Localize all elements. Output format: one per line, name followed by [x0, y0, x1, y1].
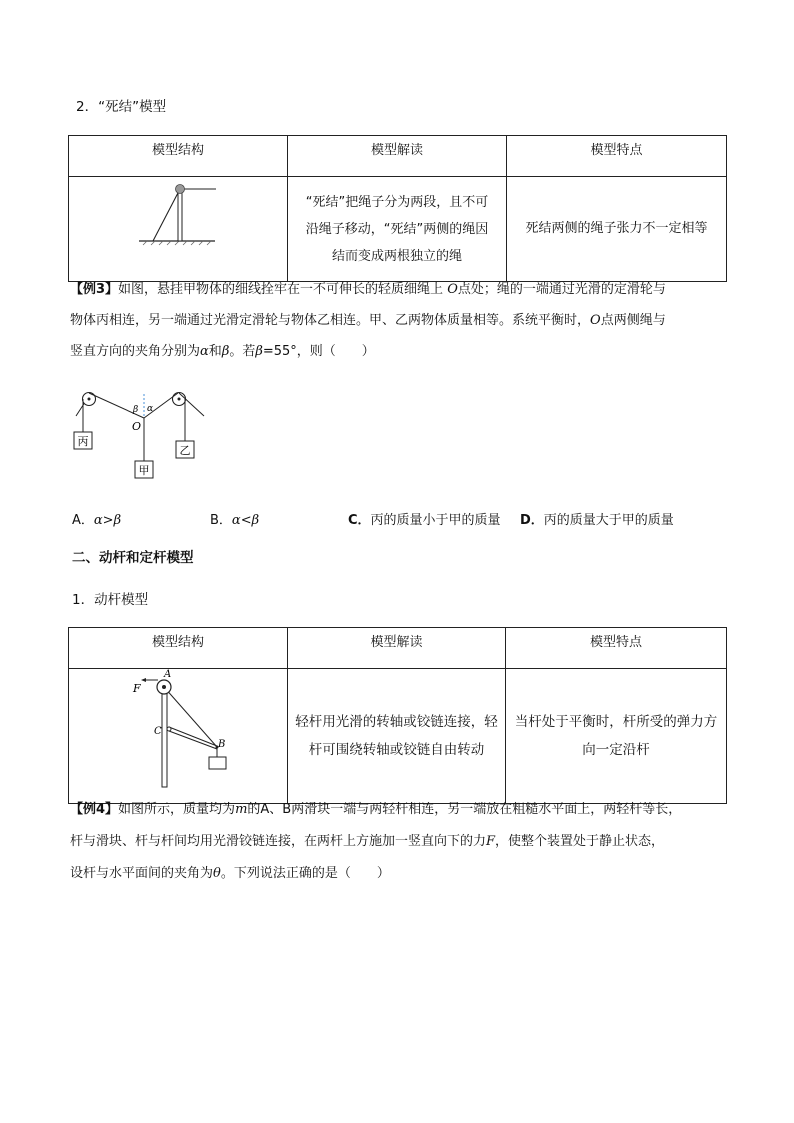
dead-knot-interpretation: “死结”把绳子分为两段，且不可 沿绳子移动，“死结”两侧的绳因 结而变成两根独立的绳: [288, 177, 507, 282]
moving-rod-figure-cell: [69, 669, 288, 804]
option-c[interactable]: C．丙的质量小于甲的质量: [348, 513, 501, 528]
dead-knot-figure-cell: [69, 177, 288, 282]
option-a[interactable]: A．α>β: [72, 513, 122, 528]
moving-rod-feature: 当杆处于平衡时，杆所受的弹力方 向一定沿杆: [506, 669, 727, 804]
table-header: 模型结构: [69, 628, 288, 669]
label-alpha: α: [147, 404, 154, 414]
label-beta: β: [133, 405, 139, 415]
dead-knot-table: [68, 135, 727, 282]
example4-text: 【例4】如图所示，质量均为m的A、B两滑块一端与两轻杆相连，另一端放在粗糙水平面上，两轻杆等长， 杆与滑块、杆与杆间均用光滑铰链连接，在两杆上方施加一竖直向下的力F，使整个装置处于静止状态， 设杆与水平面间的夹角为θ。下列说法正确的是（ ）: [70, 802, 682, 881]
dead-knot-feature: 死结两侧的绳子张力不一定相等: [507, 177, 727, 282]
section-heading-dead-knot: 2．“死结”模型: [76, 99, 167, 115]
option-d[interactable]: D．丙的质量大于甲的质量: [520, 513, 674, 528]
box-yi-label: 乙: [179, 444, 191, 457]
label-a: A: [164, 669, 172, 680]
box-bing-label: 丙: [77, 435, 89, 448]
option-b[interactable]: B．α<β: [210, 513, 260, 528]
table-header: 模型结构: [69, 136, 288, 177]
section-heading-moving-rod: 1．动杆模型: [72, 592, 149, 608]
label-b: B: [218, 739, 226, 750]
label-f: F: [133, 682, 141, 695]
table-header: 模型特点: [507, 136, 727, 177]
box-jia-label: 甲: [138, 464, 150, 477]
table-header: 模型特点: [506, 628, 727, 669]
example3-text: 【例3】如图，悬挂甲物体的细线拴牢在一不可伸长的轻质细绳上 O点处；绳的一端通过光滑的定滑轮与 物体丙相连，另一端通过光滑定滑轮与物体乙相连。甲、乙两物体质量相等。系统平衡时，O点两侧绳与 竖直方向的夹角分别为α和β。若β=55°，则（ ）: [70, 282, 666, 359]
example3-figure: [70, 384, 210, 484]
moving-rod-interpretation: 轻杆用光滑的转轴或铰链连接，轻 杆可围绕转轴或铰链自由转动: [288, 669, 506, 804]
table-header: 模型解读: [288, 136, 507, 177]
dead-knot-figure: [69, 177, 288, 271]
label-c: C: [154, 726, 162, 737]
section-heading-rods: 二、动杆和定杆模型: [72, 550, 194, 566]
table-header: 模型解读: [288, 628, 506, 669]
label-o: O: [132, 420, 142, 433]
moving-rod-figure: [69, 669, 288, 793]
moving-rod-table: [68, 627, 727, 804]
